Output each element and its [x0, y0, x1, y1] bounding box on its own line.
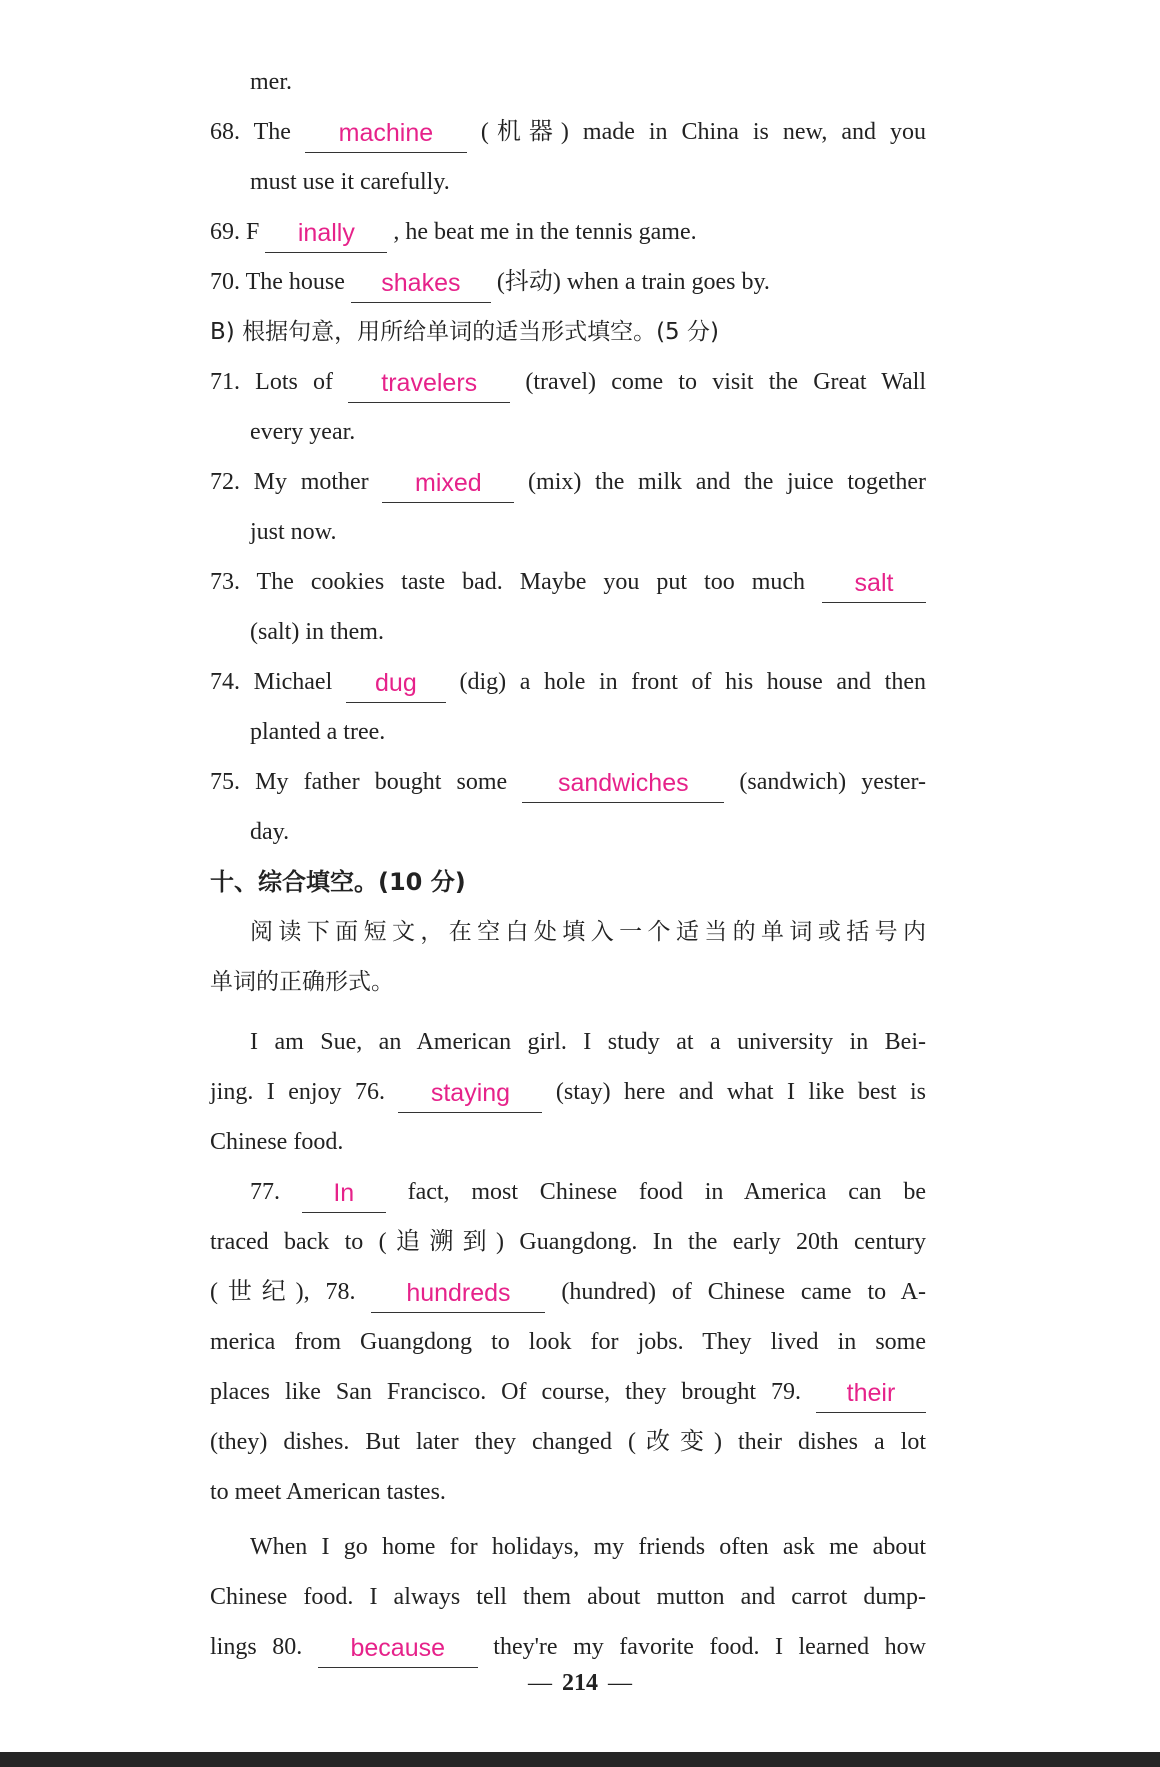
question-72-line2: just now. [250, 519, 337, 545]
passage-p3-line3: lings 80. because they're my favorite food. I learned how [210, 1625, 926, 1669]
passage-p1-line1: I am Sue, an American girl. I study at a university in Bei- [250, 1029, 926, 1055]
question-75-line2: day. [250, 819, 290, 845]
answer-77[interactable]: In [302, 1176, 386, 1213]
question-71-line2: every year. [250, 419, 356, 445]
passage-p2-line5: places like San Francisco. Of course, they brought 79. their [210, 1370, 926, 1414]
question-71: 71. Lots of travelers (travel) come to visit the Great Wall [210, 360, 926, 404]
passage-p2-line1: 77. In fact, most Chinese food in America can be [250, 1170, 926, 1214]
passage-p1-line2: jing. I enjoy 76. staying (stay) here and what I like best is [210, 1070, 926, 1114]
instruction-line2: 单词的正确形式。 [210, 969, 394, 995]
question-75: 75. My father bought some sandwiches (sandwich) yester- [210, 760, 926, 804]
passage-p2-line7: to meet American tastes. [210, 1479, 446, 1505]
answer-68[interactable]: machine [305, 116, 467, 153]
passage-p3-line2: Chinese food. I always tell them about mutton and carrot dump- [210, 1584, 926, 1610]
answer-79[interactable]: their [816, 1376, 926, 1413]
page-number: — 214 — [528, 1670, 632, 1696]
q67-continuation: mer. [250, 69, 292, 95]
answer-70[interactable]: shakes [351, 266, 491, 303]
question-72: 72. My mother mixed (mix) the milk and the juice together [210, 460, 926, 504]
question-70: 70. The house shakes (抖动) when a train goes by. [210, 260, 926, 304]
answer-74[interactable]: dug [346, 666, 446, 703]
section-b-title: B) 根据句意，用所给单词的适当形式填空。(5 分) [210, 319, 719, 345]
instruction-line1: 阅读下面短文，在空白处填入一个适当的单词或括号内 [250, 919, 926, 945]
answer-80[interactable]: because [318, 1631, 478, 1668]
answer-78[interactable]: hundreds [371, 1276, 545, 1313]
answer-75[interactable]: sandwiches [522, 766, 724, 803]
question-74-line2: planted a tree. [250, 719, 386, 745]
question-74: 74. Michael dug (dig) a hole in front of his house and then [210, 660, 926, 704]
answer-73[interactable]: salt [822, 566, 926, 603]
passage-p2-line6: (they) dishes. But later they changed (改变) their dishes a lot [210, 1429, 926, 1455]
section-10-title: 十、综合填空。(10 分) [210, 868, 466, 896]
question-69: 69. F inally , he beat me in the tennis game. [210, 210, 926, 254]
passage-p2-line3: (世纪), 78. hundreds (hundred) of Chinese came to A- [210, 1270, 926, 1314]
question-68: 68. The machine (机器) made in China is new, and you [210, 110, 926, 154]
answer-69[interactable]: inally [265, 216, 387, 253]
passage-p2-line4: merica from Guangdong to look for jobs. They lived in some [210, 1329, 926, 1355]
passage-p3-line1: When I go home for holidays, my friends often ask me about [250, 1534, 926, 1560]
passage-p1-line3: Chinese food. [210, 1129, 344, 1155]
passage-p2-line2: traced back to (追溯到) Guangdong. In the early 20th century [210, 1229, 926, 1255]
answer-71[interactable]: travelers [348, 366, 510, 403]
question-68-line2: must use it carefully. [250, 169, 450, 195]
question-73-line2: (salt) in them. [250, 619, 384, 645]
answer-72[interactable]: mixed [382, 466, 514, 503]
question-73: 73. The cookies taste bad. Maybe you put too much salt [210, 560, 926, 604]
bottom-bar [0, 1752, 1160, 1767]
answer-76[interactable]: staying [398, 1076, 542, 1113]
